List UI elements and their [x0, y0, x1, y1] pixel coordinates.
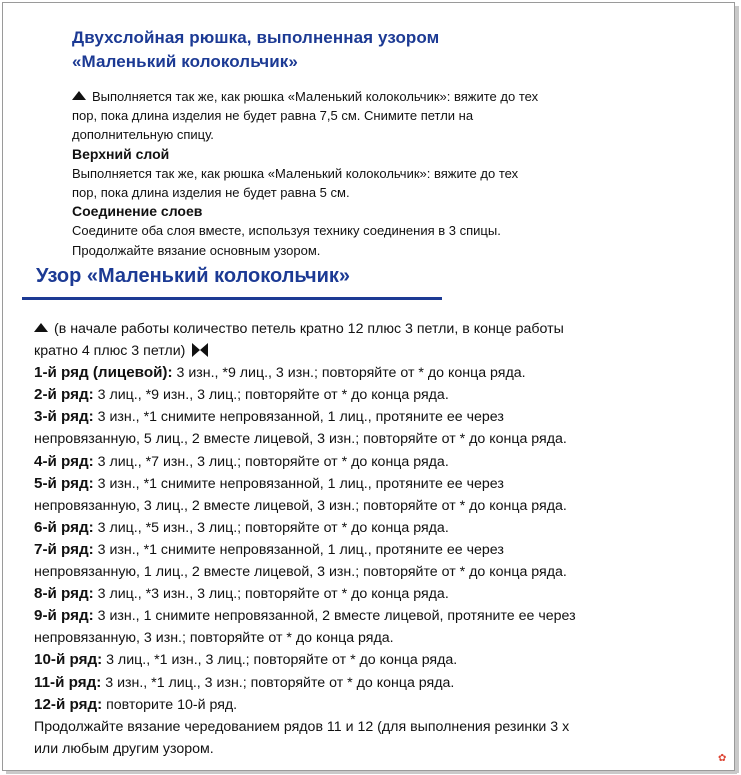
pattern-row: 3-й ряд: 3 изн., *1 снимите непровязанной, 1 лиц., протяните ее через [34, 408, 504, 426]
top-layer-line: Выполняется так же, как рюшка «Маленький колокольчик»: вяжите до тех [72, 165, 519, 181]
pattern-footer-line1: Продолжайте вязание чередованием рядов 11 и 12 (для выполнения резинки 3 x [34, 718, 570, 735]
pattern-body [34, 318, 724, 760]
pattern-row: 2-й ряд: 3 лиц., *9 изн., 3 лиц.; повторяйте от * до конца ряда. [34, 386, 449, 404]
pattern-row: 10-й ряд: 3 лиц., *1 изн., 3 лиц.; повторяйте от * до конца ряда. [34, 651, 458, 669]
bowtie-marker-icon [191, 342, 209, 358]
pattern-note-line1: (в начале работы количество петель кратно 12 плюс 3 петли, в конце работы [34, 318, 724, 340]
pattern-row: 9-й ряд: 3 изн., 1 снимите непровязанной, 2 вместе лицевой, протяните ее через [34, 607, 576, 625]
pattern-row: 7-й ряд: 3 изн., *1 снимите непровязанной, 1 лиц., протяните ее через [34, 540, 504, 558]
top-layer-line: пор, пока длина изделия не будет равна 5 см. [72, 185, 350, 201]
pattern-row: 5-й ряд: 3 изн., *1 снимите непровязанной, 1 лиц., протяните ее через [34, 474, 504, 492]
pattern-row: 1-й ряд (лицевой): 3 изн., *9 лиц., 3 изн.; повторяйте от * до конца ряда. [34, 364, 526, 382]
top-layer-heading: Верхний слой [72, 145, 170, 162]
pattern-row: 6-й ряд: 3 лиц., *5 изн., 3 лиц.; повторяйте от * до конца ряда. [34, 518, 449, 536]
join-heading: Соединение слоев [72, 203, 203, 220]
pattern-row-continuation: непровязанную, 5 лиц., 2 вместе лицевой, 3 изн.; повторяйте от * до конца ряда. [34, 431, 567, 448]
intro-line: Выполняется так же, как рюшка «Маленький колокольчик»: вяжите до тех [72, 87, 538, 106]
pattern-row-continuation: непровязанную, 3 лиц., 2 вместе лицевой, 3 изн.; повторяйте от * до конца ряда. [34, 497, 567, 514]
pattern-note-line2: кратно 4 плюс 3 петли) [34, 340, 724, 362]
pattern-row-continuation: непровязанную, 1 лиц., 2 вместе лицевой, 3 изн.; повторяйте от * до конца ряда. [34, 564, 567, 581]
pattern-row: 12-й ряд: повторите 10-й ряд. [34, 695, 238, 713]
intro-line: дополнительную спицу. [72, 127, 214, 143]
page-shadow-bottom [6, 771, 737, 774]
corner-flower-icon: ✿ [718, 753, 727, 764]
pattern-row: 11-й ряд: 3 изн., *1 лиц., 3 изн.; повторяйте от * до конца ряда. [34, 673, 455, 691]
pattern-row-continuation: непровязанную, 3 изн.; повторяйте от * до конца ряда. [34, 630, 394, 647]
triangle-marker-icon [72, 91, 86, 100]
pattern-footer-line2: или любым другим узором. [34, 740, 214, 757]
ruffle-title [72, 26, 439, 74]
pattern-title: Узор «Маленький колокольчик» [36, 265, 350, 287]
page-shadow-right [735, 6, 739, 773]
ruffle-title-line2: «Маленький колокольчик» [72, 52, 298, 71]
ruffle-title-line1: Двухслойная рюшка, выполненная узором [72, 28, 440, 47]
join-line: Соедините оба слоя вместе, используя технику соединения в 3 спицы. [72, 223, 501, 239]
join-line: Продолжайте вязание основным узором. [72, 242, 321, 258]
triangle-marker-icon [34, 323, 48, 332]
pattern-title-underline [22, 297, 442, 300]
intro-line: пор, пока длина изделия не будет равна 7,5 см. Снимите петли на [72, 108, 474, 124]
pattern-row: 8-й ряд: 3 лиц., *3 изн., 3 лиц.; повторяйте от * до конца ряда. [34, 585, 449, 603]
pattern-row: 4-й ряд: 3 лиц., *7 изн., 3 лиц.; повторяйте от * до конца ряда. [34, 452, 449, 470]
ruffle-instructions [72, 87, 538, 260]
